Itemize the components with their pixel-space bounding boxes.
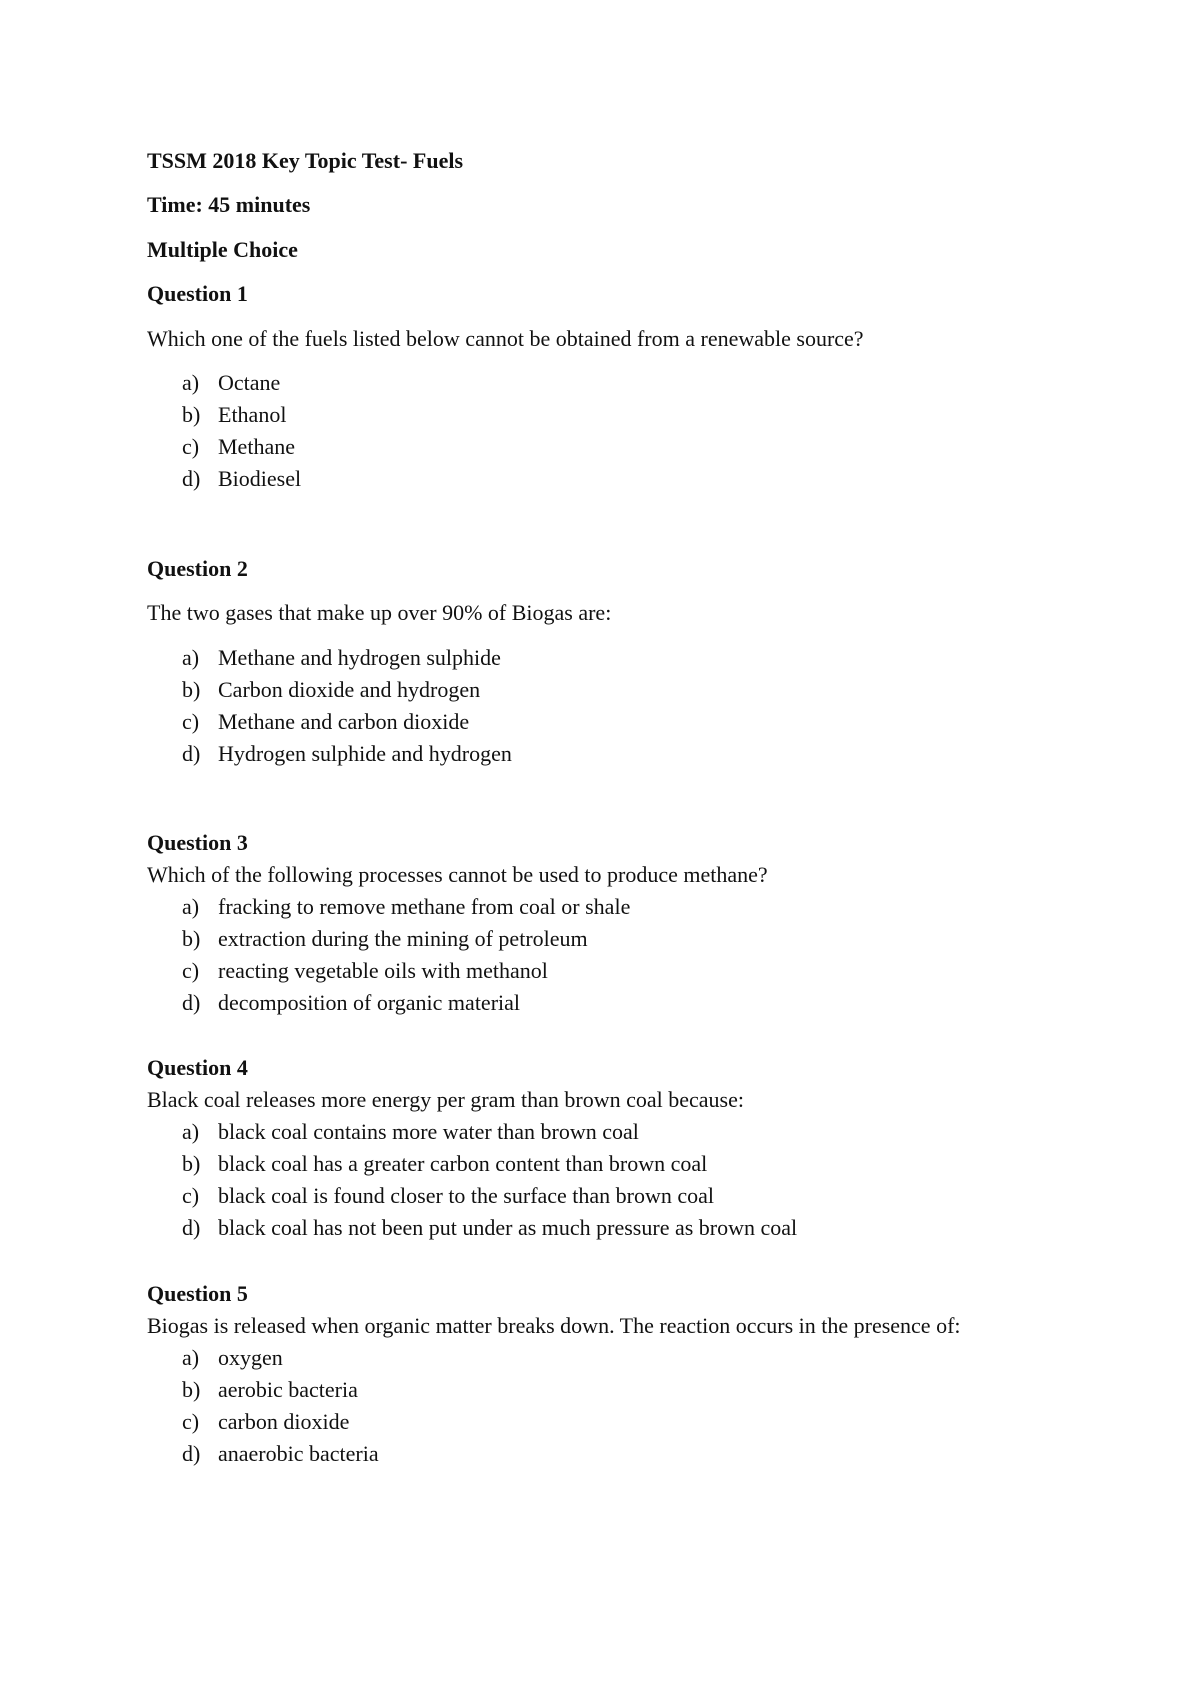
answer-option	[182, 1151, 707, 1177]
question-text: Which one of the fuels listed below cannot be obtained from a renewable source?	[147, 326, 864, 351]
answer-option	[182, 1215, 797, 1241]
option-letter: a)	[182, 370, 200, 395]
option-letter: d)	[182, 1215, 201, 1240]
option-text: black coal contains more water than brown coal	[218, 1119, 639, 1144]
answer-option	[182, 894, 630, 920]
option-text: oxygen	[218, 1345, 283, 1370]
option-text: black coal has a greater carbon content than brown coal	[218, 1151, 708, 1176]
option-letter: a)	[182, 1119, 200, 1144]
question-label: Question 1	[147, 281, 248, 306]
question-label: Question 3	[147, 830, 248, 855]
option-letter: b)	[182, 677, 201, 702]
option-letter: b)	[182, 926, 201, 951]
answer-option	[182, 1183, 714, 1209]
document-title: TSSM 2018 Key Topic Test- Fuels	[147, 148, 464, 173]
answer-option	[182, 926, 588, 952]
answer-option	[182, 1119, 639, 1145]
question-text: Black coal releases more energy per gram than brown coal because:	[147, 1087, 744, 1112]
option-letter: d)	[182, 466, 201, 491]
option-letter: c)	[182, 1183, 200, 1208]
option-letter: a)	[182, 645, 200, 670]
option-letter: b)	[182, 402, 201, 427]
answer-option	[182, 1409, 349, 1435]
question-label: Question 2	[147, 556, 248, 581]
option-text: fracking to remove methane from coal or shale	[218, 894, 631, 919]
option-letter: c)	[182, 434, 200, 459]
option-letter: d)	[182, 741, 201, 766]
option-text: reacting vegetable oils with methanol	[218, 958, 548, 983]
option-text: Methane	[218, 434, 295, 459]
answer-option	[182, 990, 520, 1016]
question-label: Question 5	[147, 1281, 248, 1306]
option-text: Methane and hydrogen sulphide	[218, 645, 501, 670]
answer-option	[182, 402, 286, 428]
answer-option	[182, 466, 301, 492]
answer-option	[182, 645, 501, 671]
answer-option	[182, 741, 512, 767]
option-letter: c)	[182, 1409, 200, 1434]
option-text: Biodiesel	[218, 466, 302, 491]
option-text: anaerobic bacteria	[218, 1441, 379, 1466]
question-text: The two gases that make up over 90% of Biogas are:	[147, 600, 612, 625]
question-text: Biogas is released when organic matter breaks down. The reaction occurs in the presence of:	[147, 1313, 961, 1338]
question-label: Question 4	[147, 1055, 248, 1080]
section-heading: Multiple Choice	[147, 237, 298, 262]
answer-option	[182, 370, 280, 396]
option-letter: a)	[182, 894, 200, 919]
option-letter: d)	[182, 990, 201, 1015]
answer-option	[182, 1377, 358, 1403]
option-letter: d)	[182, 1441, 201, 1466]
option-text: Methane and carbon dioxide	[218, 709, 470, 734]
option-text: extraction during the mining of petroleum	[218, 926, 588, 951]
option-letter: c)	[182, 958, 200, 983]
time-limit: Time: 45 minutes	[147, 192, 311, 217]
answer-option	[182, 434, 295, 460]
option-text: Octane	[218, 370, 281, 395]
option-text: aerobic bacteria	[218, 1377, 358, 1402]
answer-option	[182, 709, 469, 735]
option-text: black coal is found closer to the surface than brown coal	[218, 1183, 715, 1208]
option-letter: c)	[182, 709, 200, 734]
option-text: decomposition of organic material	[218, 990, 521, 1015]
option-text: Carbon dioxide and hydrogen	[218, 677, 481, 702]
question-text: Which of the following processes cannot be used to produce methane?	[147, 862, 768, 887]
answer-option	[182, 677, 480, 703]
option-letter: a)	[182, 1345, 200, 1370]
answer-option	[182, 1345, 283, 1371]
option-text: Hydrogen sulphide and hydrogen	[218, 741, 512, 766]
option-text: black coal has not been put under as much pressure as brown coal	[218, 1215, 798, 1240]
option-letter: b)	[182, 1151, 201, 1176]
option-text: Ethanol	[218, 402, 287, 427]
answer-option	[182, 958, 548, 984]
answer-option	[182, 1441, 379, 1467]
option-letter: b)	[182, 1377, 201, 1402]
option-text: carbon dioxide	[218, 1409, 350, 1434]
